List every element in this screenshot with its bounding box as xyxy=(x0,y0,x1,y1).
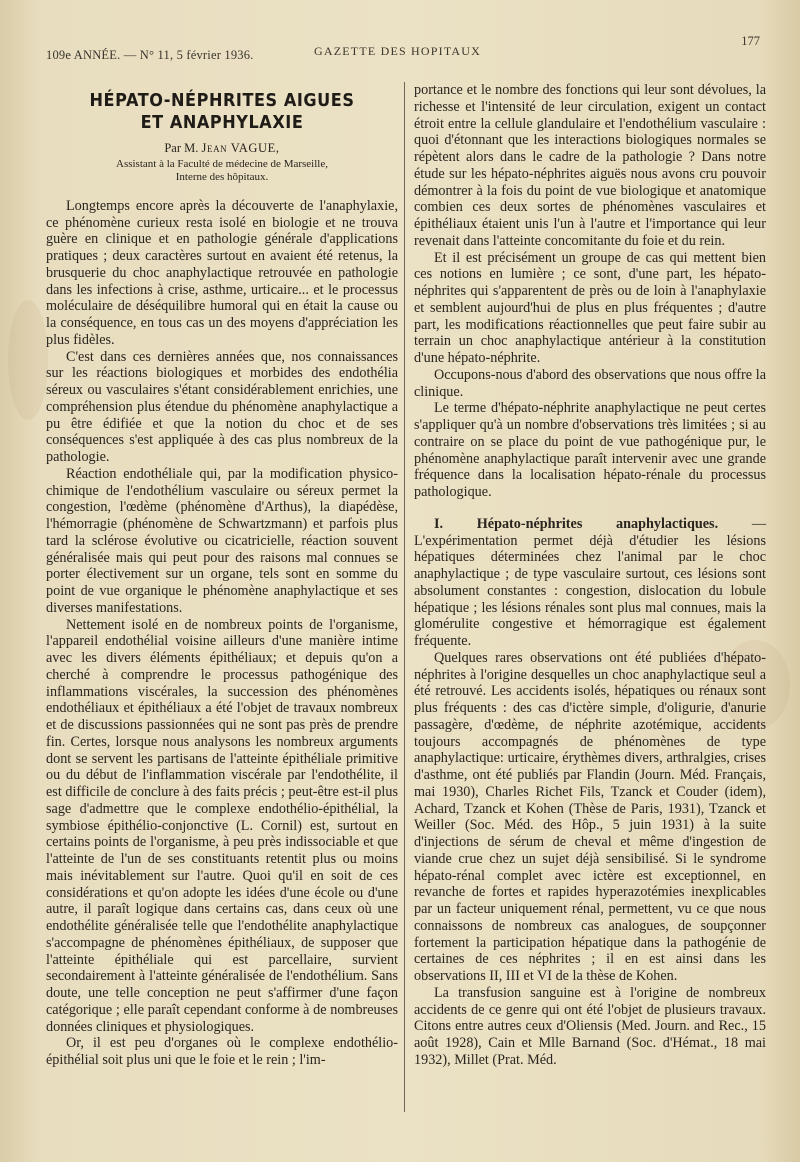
paragraph: Quelques rares observations ont été publiées d'hépato-néphrites à l'origine desquelles un choc anaphylactique seul a été retrouvé. Les accidents isolés, hépatiques ou rénaux sont plus fréquents : des cas d'ictère simple, d'oligurie, d'anurie passagère, d'œdème, de néphrite azotémique, accidents toujours accompagnés de phénomènes de type anaphylactique: urticaire, érythèmes divers, arthralgies, crises d'asthme, ont été publiés par Flandin (Journ. Méd. Français, mai 1930), Charles Richet Fils, Tzanck et Couder (idem), Achard, Tzanck et Kohen (Thèse de Paris, 1931), Tzanck et Weiller (Soc. Méd. des Hôp., 5 juin 1931) à la suite d'injections de sérum de cheval et même d'ingestion de viande crue chez un sujet déjà sensibilisé. Si le syndrome hépato-rénal complet avec ictère est exceptionnel, en revanche de fortes et rapides hyperazotémies inexplicables par un facteur uniquement rénal, permettent, vu ce que nous connaissons de nombreux cas analogues, de soupçonner fortement la participation hépatique dans la pathogénie de certaines de ces néphrites ; il en est ainsi dans les observations II, III et VI de la thèse de Kohen. xyxy=(414,649,766,984)
paragraph: portance et le nombre des fonctions qui leur sont dévolues, la richesse et l'intensité de leur circulation, exigent un contact étroit entre la cellule glandulaire et l'endothélium vasculaire : quoi d'étonnant que les interactions biologiques normales se répètent alors dans le cadre de la pathologie ? Dans notre étude sur les hépato-néphrites aiguës nous avons cru pouvoir démontrer à la fois du point de vue biologique et anatomique combien ces deux sortes de phénomènes vasculaires et épithéliaux étaient unis l'un à l'autre et l'importance qui leur revenait dans l'atteinte concomitante du foie et du rein. xyxy=(414,82,766,249)
affiliation-line-2: Interne des hôpitaux. xyxy=(175,170,269,183)
paragraph: Réaction endothéliale qui, par la modification physico-chimique de l'endothélium vasculaire ou séreux permet la congestion, l'œdème (phénomène d'Arthus), la diapédèse, l'hémorragie (phénomène de Schwartzmann) et parfois plus tard la sclérose évolutive ou cicatricielle, réaction souvent généralisée mais qui peut pour des raisons mal connues se porter électivement sur un organe, tels sont en somme du point de vue organique le phénomène anaphylactique et ses diverses manifestations. xyxy=(46,465,398,616)
issue-info: 109e ANNÉE. — N° 11, 5 février 1936. xyxy=(46,48,254,62)
section-heading: I. Hépato-néphrites anaphylactiques. xyxy=(434,515,719,532)
paragraph: C'est dans ces dernières années que, nos connaissances sur les réactions biologiques et morbides des endothélia séreux ou vasculaires s'étant considérablement enrichies, une compréhension plus étendue du phénomène anaphylactique a pu être édifiée et que la notion du choc et de ses conséquences s'est appliquée à des cas plus nombreux de la pathologie. xyxy=(46,348,398,465)
author-affiliation xyxy=(46,158,398,184)
title-line-1: HÉPATO-NÉPHRITES AIGUES xyxy=(89,91,355,111)
paragraph: Et il est précisément un groupe de cas qui mettent bien ces notions en lumière ; ce sont, d'une part, les hépato-néphrites qui s'apparentent de près ou de loin à l'anaphylaxie et semblent aujourd'hui de plus en plus fréquentes ; d'autre part, les modifications réactionnelles que peut faire subir au terrain un choc anaphylactique antérieur à la constitution d'une hépato-néphrite. xyxy=(414,249,766,366)
paragraph: Le terme d'hépato-néphrite anaphylactique ne peut certes s'appliquer qu'à un nombre d'observations très limitées ; si au contraire on se place du point de vue pathogénique pur, le phénomène anaphylactique paraît intervenir avec une grande fréquence dans la localisation hépato-rénale du processus pathologique. xyxy=(414,400,766,500)
running-header xyxy=(46,30,760,60)
paragraph: Or, il est peu d'organes où le complexe endothélio-épithélial soit plus uni que le foie et le rein ; l'im- xyxy=(46,1035,398,1068)
author-name: Jean VAGUE, xyxy=(201,141,280,155)
byline-prefix: Par M. xyxy=(164,141,199,155)
paper-stain xyxy=(8,300,48,420)
paragraph: Longtemps encore après la découverte de l'anaphylaxie, ce phénomène curieux resta isolé en biologie et ne trouva guère en clinique et en pathologie générale d'applications pratiques ; deux caractères surtout en avaient été retenus, la brusquerie du choc anaphylactique retrouvée en pathologie dans les infections à crise, asthme, urticaire... et le processus moléculaire de déséquilibre humoral qui en était la cause ou la conséquence, en tous cas un des moyens d'appréciation les plus fidèles. xyxy=(46,197,398,348)
affiliation-line-1: Assistant à la Faculté de médecine de Marseille, xyxy=(116,157,328,170)
article-title xyxy=(60,90,384,134)
paragraph: Occupons-nous d'abord des observations que nous offre la clinique. xyxy=(414,366,766,400)
column-rule xyxy=(404,82,405,1112)
page-number: 177 xyxy=(741,34,760,48)
paragraph: Nettement isolé en de nombreux points de l'organisme, l'appareil endothélial voisine ailleurs d'une manière intime avec les divers éléments épithéliaux; et depuis qu'on a cherché à comprendre le processus pathogénique des inflammations viscérales, la succession des phénomènes endothéliaux et épithéliaux a été l'objet de travaux nombreux et de discussions passionnées qui ne sont pas près de prendre fin. Certes, lorsque nous analysons les nombreux arguments dont se servent les partisans de l'atteinte épithéliale primitive ou du début de l'inflammation viscérale par l'endothélite, il est difficile de conclure à des faits précis ; peut-être est-il plus sage d'admettre que le complexe endothélio-épithélial, la symbiose épithélio-conjonctive (L. Cornil) est, surtout en certains points de l'organisme, à peu près indissociable et que l'atteinte de l'un de ses constituants retentit plus ou moins mais inévitablement sur l'autre. Quoi qu'il en soit de ces considérations et qu'on adopte les idées d'une école ou d'une autre, il paraît logique dans certains cas, dans ceux où une endothélite généralisée telle que l'endothélite anaphylactique s'accompagne de phénomènes épithéliaux, de supposer que l'atteinte épithéliale qui est parcellaire, survient secondairement à l'atteinte généralisée de l'endothélium. Sans doute, une telle conception ne peut s'affirmer d'une façon catégorique ; elle paraît cependant conforme à de nombreuses données cliniques et physiologiques. xyxy=(46,616,398,1035)
journal-name: GAZETTE DES HOPITAUX xyxy=(314,44,482,58)
title-line-2: ET ANAPHYLAXIE xyxy=(140,113,304,133)
section-paragraph xyxy=(414,516,766,650)
section-gap xyxy=(414,501,766,516)
paragraph: La transfusion sanguine est à l'origine de nombreux accidents de ce genre qui ont été l'objet de plusieurs travaux. Citons entre autres ceux d'Oliensis (Med. Journ. and Rec., 15 août 1928), Cain et Mlle Barnand (Soc. d'Hémat., 18 mai 1932), Millet (Prat. Méd. xyxy=(414,984,766,1068)
byline xyxy=(46,140,398,157)
section-body: — L'expérimentation permet déjà d'étudier les lésions hépatiques déterminées chez l'animal par le choc anaphylactique ; de type vasculaire surtout, ces lésions sont absolument constantes : congestion, dislocation du lobule hépatique ; les lésions rénales sont plus mal connues, mais la glomérulite congestive et hémorragique est également fréquente. xyxy=(414,515,767,649)
left-column xyxy=(46,82,398,1069)
right-column xyxy=(414,82,766,1069)
